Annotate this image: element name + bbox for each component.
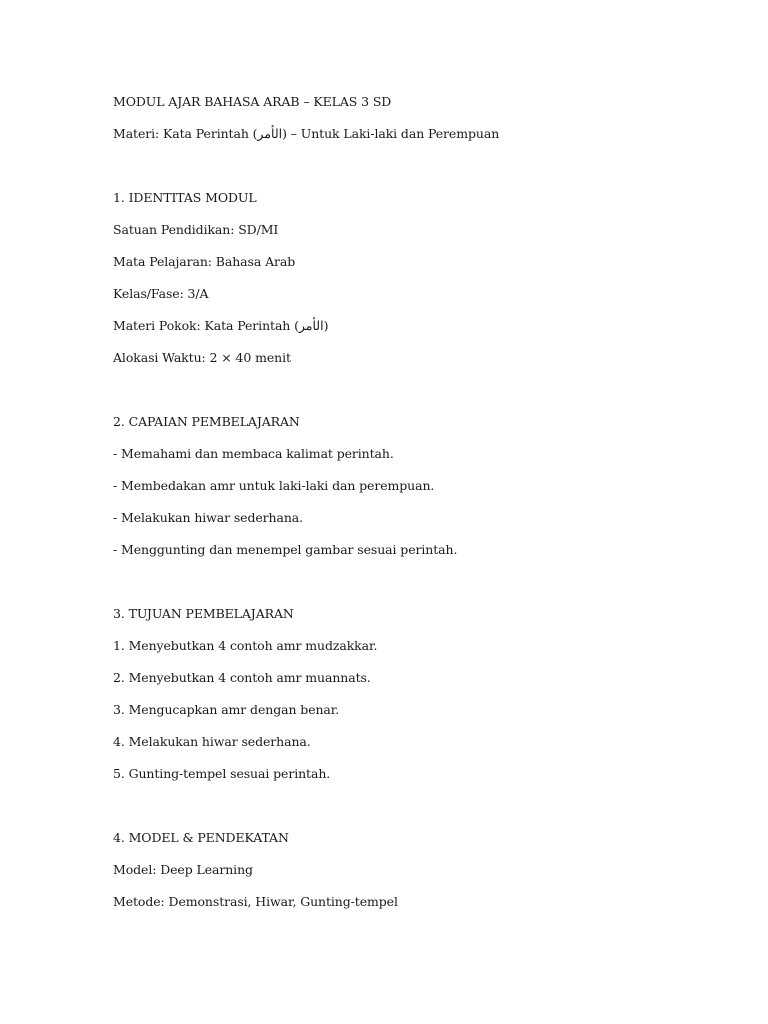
identitas-line: Alokasi Waktu: 2 × 40 menit <box>113 350 291 365</box>
capaian-line: - Melakukan hiwar sederhana. <box>113 510 304 525</box>
tujuan-line: 3. Mengucapkan amr dengan benar. <box>113 702 340 717</box>
tujuan-line: 2. Menyebutkan 4 contoh amr muannats. <box>113 670 371 685</box>
section-heading-capaian: 2. CAPAIAN PEMBELAJARAN <box>113 414 300 429</box>
document-title: MODUL AJAR BAHASA ARAB – KELAS 3 SD <box>113 94 392 109</box>
section-heading-identitas: 1. IDENTITAS MODUL <box>113 190 257 205</box>
capaian-line: - Menggunting dan menempel gambar sesuai perintah. <box>113 542 458 557</box>
tujuan-line: 5. Gunting-tempel sesuai perintah. <box>113 766 331 781</box>
model-line: Model: Deep Learning <box>113 862 253 877</box>
document-subject: Materi: Kata Perintah (الأمر) – Untuk Laki-laki dan Perempuan <box>113 126 500 141</box>
identitas-line: Kelas/Fase: 3/A <box>113 286 209 301</box>
capaian-line: - Membedakan amr untuk laki-laki dan perempuan. <box>113 478 435 493</box>
identitas-line: Mata Pelajaran: Bahasa Arab <box>113 254 296 269</box>
identitas-line: Materi Pokok: Kata Perintah (الأمر) <box>113 318 329 333</box>
section-heading-model: 4. MODEL & PENDEKATAN <box>113 830 289 845</box>
model-line: Metode: Demonstrasi, Hiwar, Gunting-tempel <box>113 894 398 909</box>
tujuan-line: 4. Melakukan hiwar sederhana. <box>113 734 311 749</box>
tujuan-line: 1. Menyebutkan 4 contoh amr mudzakkar. <box>113 638 378 653</box>
capaian-line: - Memahami dan membaca kalimat perintah. <box>113 446 394 461</box>
section-heading-tujuan: 3. TUJUAN PEMBELAJARAN <box>113 606 294 621</box>
identitas-line: Satuan Pendidikan: SD/MI <box>113 222 279 237</box>
